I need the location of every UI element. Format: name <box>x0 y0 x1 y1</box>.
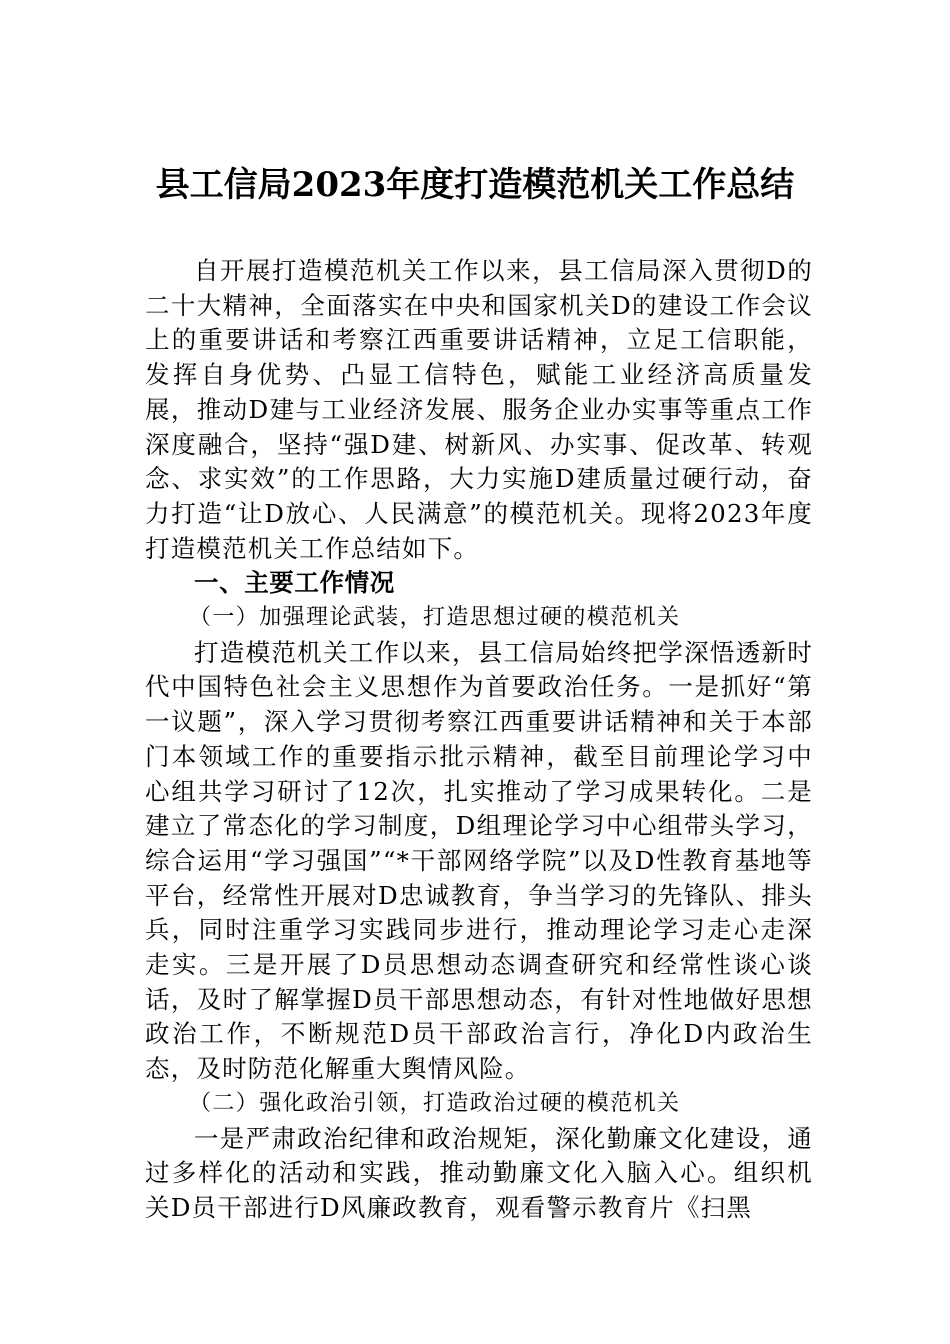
intro-paragraph: 自开展打造模范机关工作以来，县工信局深入贯彻D的二十大精神，全面落实在中央和国家机关D的建设工作会议上的重要讲话和考察江西重要讲话精神，立足工信职能，发挥自身优势、凸显工信特色，赋能工业经济高质量发展，推动D建与工业经济发展、服务企业办实事等重点工作深度融合，坚持“强D建、树新风、办实事、促改革、转观念、求实效”的工作思路，大力实施D建质量过硬行动，奋力打造“让D放心、人民满意”的模范机关。现将2023年度打造模范机关工作总结如下。 <box>145 256 813 563</box>
subsection-heading-politics: （二）强化政治引领，打造政治过硬的模范机关 <box>189 1090 681 1116</box>
theory-paragraph: 打造模范机关工作以来，县工信局始终把学深悟透新时代中国特色社会主义思想作为首要政治任务。一是抓好“第一议题”，深入学习贯彻考察江西重要讲话精神和关于本部门本领域工作的重要指示批示精神，截至目前理论学习中心组共学习研讨了12次，扎实推动了学习成果转化。二是建立了常态化的学习制度，D组理论学习中心组带头学习，综合运用“学习强国”“*干部网络学院”以及D性教育基地等平台，经常性开展对D忠诚教育，争当学习的先锋队、排头兵，同时注重学习实践同步进行，推动理论学习走心走深走实。三是开展了D员思想动态调查研究和经常性谈心谈话，及时了解掌握D员干部思想动态，有针对性地做好思想政治工作，不断规范D员干部政治言行，净化D内政治生态，及时防范化解重大舆情风险。 <box>145 637 813 1084</box>
document-title: 县工信局2023年度打造模范机关工作总结 <box>155 165 795 205</box>
politics-paragraph: 一是严肃政治纪律和政治规矩，深化勤廉文化建设，通过多样化的活动和实践，推动勤廉文化入脑入心。组织机关D员干部进行D风廉政教育，观看警示教育片《扫黑 <box>145 1123 813 1222</box>
subsection-heading-theory: （一）加强理论武装，打造思想过硬的模范机关 <box>189 605 681 631</box>
section-heading-main-work: 一、主要工作情况 <box>194 568 395 598</box>
document-body <box>145 254 813 1226</box>
